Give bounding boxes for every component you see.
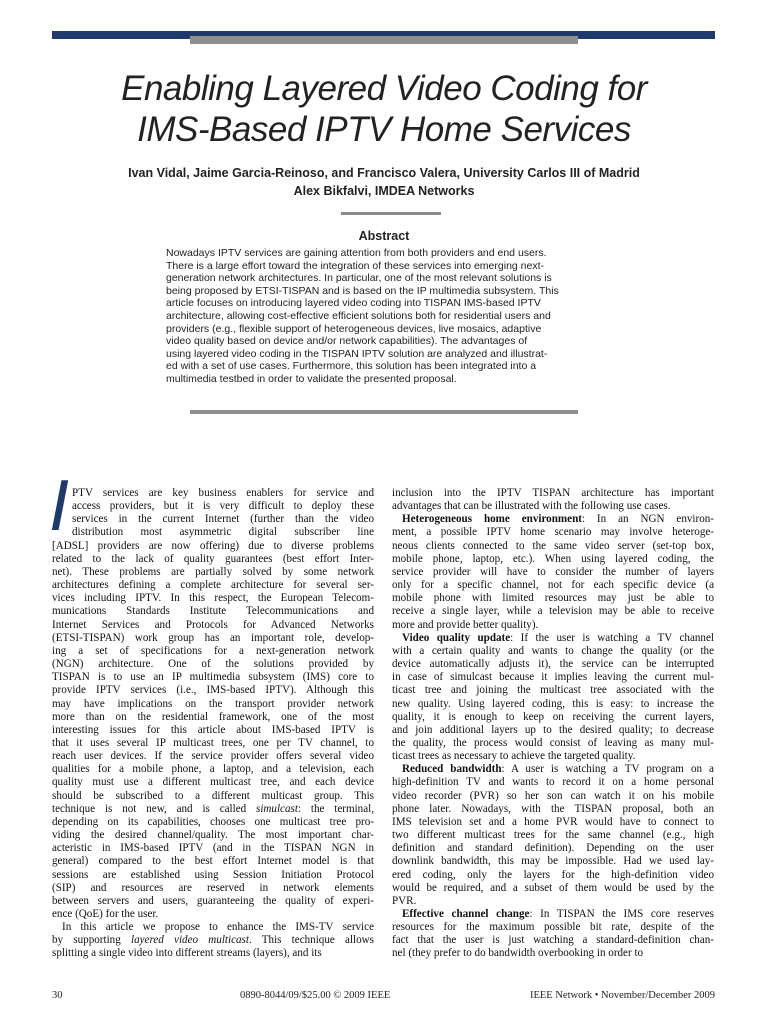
abstract-line: ed with a set of use cases. Furthermore, this solution has been integrated into a <box>166 360 537 373</box>
body-line: mobile phone, laptop, etc.). When using layered coding, the <box>392 552 714 565</box>
body-line: splitting a single video into different streams (layers), and its <box>52 947 322 960</box>
body-line: device automatically adjusts it), the service can be interrupted <box>392 658 714 671</box>
body-line: ticast tree and joining the multicast tree associated with the <box>392 684 714 697</box>
abstract-heading: Abstract <box>358 229 410 243</box>
body-line: Reduced bandwidth: A user is watching a TV program on a <box>402 763 714 776</box>
body-line: services in the current Internet (further than the video <box>72 513 374 526</box>
body-line: quality must use a different multicast tree, and each device <box>52 776 374 789</box>
body-line: receive a single layer, while a television may be able to receive <box>392 605 714 618</box>
body-line: service provider will have to consider the number of layers <box>392 565 714 578</box>
body-line: video recorder (PVR) so her son can watch it on his mobile <box>392 789 714 802</box>
body-line: acteristic in IMS-based IPTV (and in the TISPAN NGN in <box>52 842 374 855</box>
body-line: ing a set of specifications for a next-generation network <box>52 644 374 657</box>
abstract-line: using layered video coding in the TISPAN IPTV solution are analyzed and illustrat- <box>166 347 548 360</box>
abstract-line: providers (e.g., flexible support of heterogeneous devices, live mosaics, adaptive <box>166 322 542 335</box>
body-line: [ADSL] providers are now offering) due to diverse problems <box>52 539 374 552</box>
body-line: architectures defining a complete architecture for several ser- <box>52 579 374 592</box>
body-line: two different multicast trees for the same channel (e.g., high <box>392 829 714 842</box>
body-line: munications Standards Institute Telecommunications and <box>52 605 374 618</box>
abstract-line: There is a large effort toward the integration of these services into emerging next- <box>166 259 545 272</box>
body-line: viding the desired channel/quality. The most important char- <box>52 829 374 842</box>
body-line: would be required, and a subset of them would be used by the <box>392 881 714 894</box>
body-line: (ETSI-TISPAN) work group has an important role, develop- <box>52 631 374 644</box>
body-line: high-definition TV and wants to record it on a home personal <box>392 776 714 789</box>
body-line: with a certain quality and wants to change the quality (or the <box>392 644 714 657</box>
body-line: should be subscribed to a different multicast group. This <box>52 789 374 802</box>
authors <box>0 164 768 200</box>
body-line: general) compared to the best effort Internet model is that <box>52 855 374 868</box>
body-line: ered coding, only the layers for the high-definition video <box>392 868 714 881</box>
body-line: neous clients connected to the same video server (set-top box, <box>392 539 714 552</box>
body-line: resources for the maximum possible bit rate, despite of the <box>392 921 714 934</box>
body-line: (NGN) architecture. One of the solutions provided by <box>52 658 374 671</box>
body-line: In this article we propose to enhance the IMS-TV service <box>62 921 374 934</box>
article-title <box>0 68 768 150</box>
body-line: related to the lack of quality guarantees (best effort Inter- <box>52 552 374 565</box>
body-line: interesting issues for this article about IMS-based IPTV is <box>52 723 374 736</box>
body-line: vices including IPTV. In this respect, the European Telecom- <box>52 592 374 605</box>
body-line: only for a specific channel, not for each specific device (a <box>392 579 714 592</box>
body-line: access providers, but it is very difficult to deploy these <box>72 500 374 513</box>
body-line: more and provide better quality). <box>392 618 539 631</box>
authors-line-1: Ivan Vidal, Jaime Garcia-Reinoso, and Francisco Valera, University Carlos III of Madrid <box>128 166 640 180</box>
body-line: new quality. Using layered coding, this is easy: to increase the <box>392 697 714 710</box>
body-line: inclusion into the IPTV TISPAN architecture has important <box>392 487 714 499</box>
authors-divider <box>341 212 441 215</box>
abstract-line: being proposed by ETSI-TISPAN and is based on the IP multimedia subsystem. This <box>166 284 559 297</box>
body-column-right <box>392 487 714 961</box>
authors-line-2: Alex Bikfalvi, IMDEA Networks <box>293 184 475 198</box>
body-line: TISPAN is to use an IP multimedia subsystem (IMS) core to <box>52 671 374 684</box>
body-line: that it uses several IP multicast trees, one per TV channel, to <box>52 736 374 749</box>
title-line-2: IMS-Based IPTV Home Services <box>137 110 631 149</box>
body-line: advantages that can be illustrated with the following use cases. <box>392 500 671 513</box>
abstract-text <box>166 247 602 386</box>
drop-cap: I <box>49 466 70 546</box>
abstract-line: architecture, allowing cost-effective efficient solutions both for residential users and <box>166 309 551 322</box>
body-line: downlink bandwidth, this may be impossible. Had we used lay- <box>392 855 714 868</box>
body-line: nel (they prefer to do bandwidth overbooking in order to <box>392 947 644 960</box>
body-line: fact that the user is just watching a standard-definition chan- <box>392 934 714 947</box>
abstract-line: Nowadays IPTV services are gaining attention from both providers and end users. <box>166 247 547 259</box>
header-rule-grey <box>190 36 578 44</box>
abstract-divider <box>190 410 578 414</box>
title-line-1: Enabling Layered Video Coding for <box>121 69 647 108</box>
issn-line: 0890-8044/09/$25.00 © 2009 IEEE <box>240 990 391 1001</box>
body-line: between servers and users, guaranteeing the quality of experi- <box>52 894 374 907</box>
body-line: quality, it is enough to keep on receiving the current layers, <box>392 710 714 723</box>
body-line: Effective channel change: In TISPAN the IMS core reserves <box>402 908 714 920</box>
body-line: IMS television set and a home PVR would have to connect to <box>392 815 714 828</box>
body-line: PVR. <box>392 894 417 907</box>
body-line: Video quality update: If the user is watching a TV channel <box>402 631 714 644</box>
body-line: net). These problems are partially solved by some network <box>52 565 374 578</box>
abstract-line: video quality based on device and/or network capabilities). The advantages of <box>166 335 528 348</box>
body-line: technique is not new, and is called simulcast: the terminal, <box>52 802 374 815</box>
body-line: provide IPTV services (i.e., IMS-based IPTV). Although this <box>52 684 374 697</box>
body-line: and join additional layers up to the desired quality; to decrease <box>392 723 714 736</box>
abstract-line: article focuses on introducing layered video coding into TISPAN IMS-based IPTV <box>166 297 541 310</box>
body-line: phone later. Nowadays, with the TISPAN proposal, both an <box>392 802 714 815</box>
body-line: by supporting layered video multicast. This technique allows <box>52 934 374 947</box>
body-line: Internet Services and Protocols for Advanced Networks <box>52 618 374 631</box>
body-column-left <box>52 487 374 961</box>
body-line: the quality, the process would consist of leaving as many mul- <box>392 736 714 749</box>
body-line: ence (QoE) for the user. <box>52 908 159 920</box>
body-line: may have implications on the transport provider network <box>52 697 374 710</box>
body-line: Heterogeneous home environment: In an NGN environ- <box>402 513 714 526</box>
body-line: depending on its capabilities, chooses one multicast tree pro- <box>52 815 374 828</box>
body-line: ment, a possible IPTV home scenario may involve heteroge- <box>392 526 714 539</box>
body-line: ticast trees as necessary to achieve the targeted quality. <box>392 750 636 763</box>
body-line: PTV services are key business enablers for service and <box>72 487 374 499</box>
journal-line: IEEE Network • November/December 2009 <box>529 990 715 1001</box>
body-line: more than on the residential framework, one of the most <box>52 710 374 723</box>
body-line: reach user devices. If the service provider offers several video <box>52 750 374 763</box>
body-line: qualities for a mobile phone, a laptop, and a television, each <box>52 763 374 776</box>
abstract-line: multimedia testbed in order to validate the presented proposal. <box>166 372 457 385</box>
page-number: 30 <box>52 990 63 1001</box>
body-line: definition and standard definition). Depending on the user <box>392 842 714 855</box>
body-line: mobile phone with limited resources may just be able to <box>392 592 714 605</box>
body-line: (SIP) and resources are reserved in network elements <box>52 881 374 894</box>
body-line: distribution most asymmetric digital subscriber line <box>72 526 374 539</box>
body-line: sessions are established using Session Initiation Protocol <box>52 868 374 881</box>
body-line: in case of simulcast because it implies leaving the current mul- <box>392 671 714 684</box>
abstract-line: generation network architectures. In particular, one of the most relevant solutions is <box>166 272 552 285</box>
